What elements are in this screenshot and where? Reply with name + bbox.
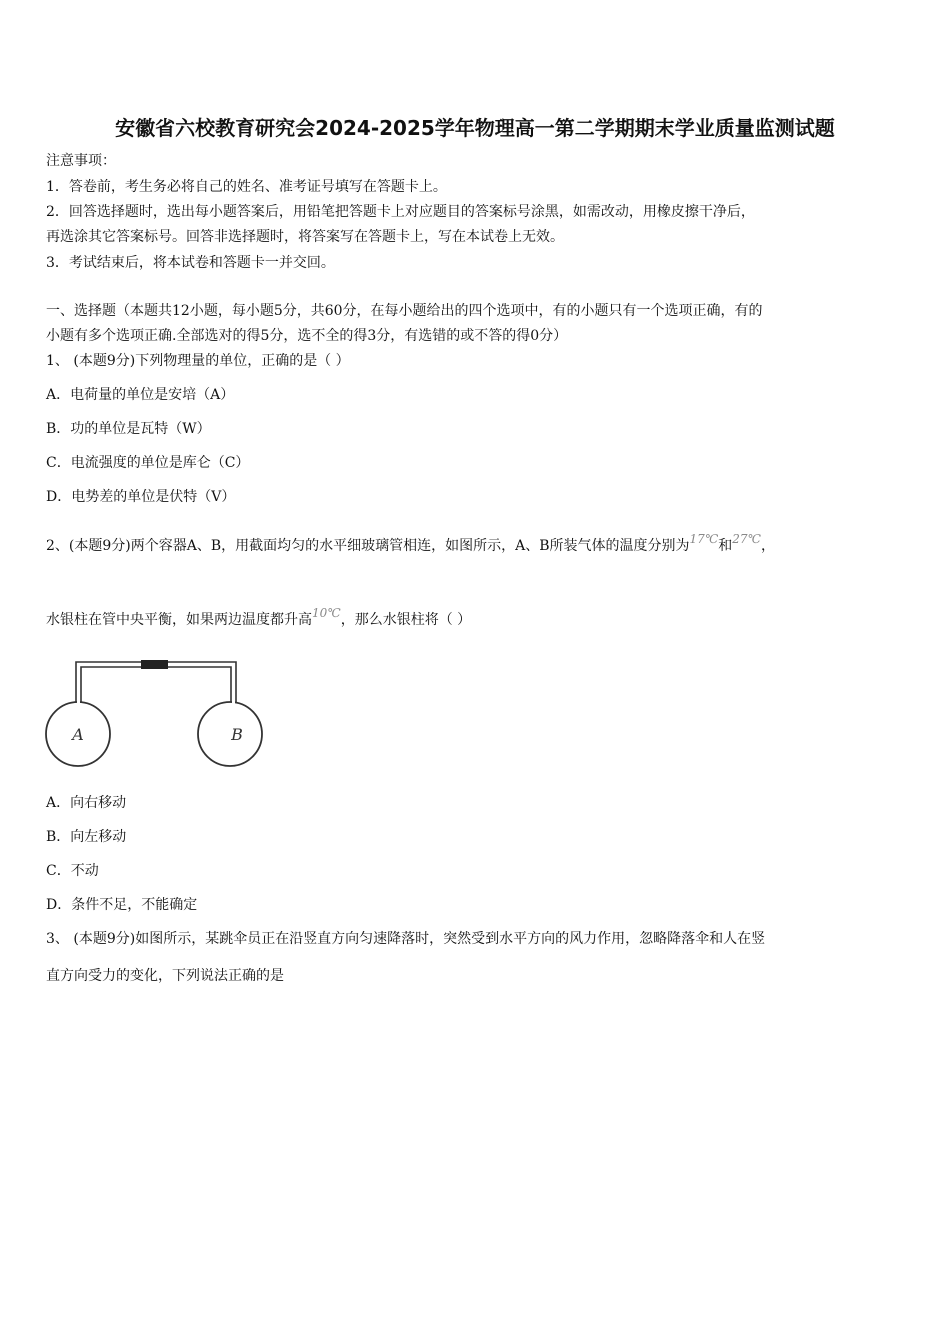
temperature-b: 27℃ xyxy=(732,532,761,546)
section-instructions-line2: 小题有多个选项正确.全部选对的得5分，选不全的得3分，有选错的或不答的得0分） xyxy=(46,328,568,344)
question-3-stem-line1: 3、 (本题9分)如图所示，某跳伞员正在沿竖直方向匀速降落时，突然受到水平方向的风力作用，忽略降落伞和人在竖 xyxy=(46,931,766,947)
question-2-stem-text-2: 水银柱在管中央平衡，如果两边温度都升高 xyxy=(46,612,312,628)
question-1-option-b: B．功的单位是瓦特（W） xyxy=(46,421,211,437)
question-3-stem-line2: 直方向受力的变化，下列说法正确的是 xyxy=(46,968,284,984)
section-instructions-line1: 一、选择题（本题共12小题，每小题5分，共60分，在每小题给出的四个选项中，有的小题只有一个选项正确，有的 xyxy=(46,303,763,319)
notes-item: 3．考试结束后，将本试卷和答题卡一并交回。 xyxy=(46,255,335,271)
question-2-option-a: A．向右移动 xyxy=(46,795,127,811)
notes-item: 1．答卷前，考生务必将自己的姓名、准考证号填写在答题卡上。 xyxy=(46,179,447,195)
notes-item: 2．回答选择题时，选出每小题答案后，用铅笔把答题卡上对应题目的答案标号涂黑，如需改动，用橡皮擦干净后， xyxy=(46,204,755,220)
question-1-option-d: D．电势差的单位是伏特（V） xyxy=(46,489,236,505)
notes-item: 再选涂其它答案标号。回答非选择题时，将答案写在答题卡上，写在本试卷上无效。 xyxy=(46,229,564,245)
question-2-stem-text-3: ，那么水银柱将（ ） xyxy=(340,612,472,628)
question-2-option-b: B．向左移动 xyxy=(46,829,127,845)
question-2-stem-line1 xyxy=(46,532,775,556)
question-1-stem: 1、 (本题9分)下列物理量的单位，正确的是（ ） xyxy=(46,353,350,369)
page-title: 安徽省六校教育研究会2024-2025学年物理高一第二学期期末学业质量监测试题 xyxy=(115,116,835,140)
container-diagram xyxy=(40,652,270,777)
mercury-column xyxy=(141,660,168,669)
question-2-stem-text: 2、(本题9分)两个容器A、B，用截面均匀的水平细玻璃管相连，如图所示，A、B所装气体的温度分别为 xyxy=(46,538,690,554)
notes-heading: 注意事项： xyxy=(46,153,116,169)
tube-inner xyxy=(81,667,231,704)
label-a: A xyxy=(72,725,84,744)
question-2-option-c: C．不动 xyxy=(46,863,99,879)
question-1-option-c: C．电流强度的单位是库仑（C） xyxy=(46,455,250,471)
conjunction: 和 xyxy=(718,538,733,554)
temperature-a: 17℃ xyxy=(689,532,719,546)
label-b: B xyxy=(231,725,243,744)
question-2-stem-line2 xyxy=(46,606,472,630)
temperature-rise: 10℃ xyxy=(312,606,341,620)
comma: ， xyxy=(760,538,775,554)
question-2-option-d: D．条件不足，不能确定 xyxy=(46,897,198,913)
container-b xyxy=(198,702,262,766)
question-1-option-a: A．电荷量的单位是安培（A） xyxy=(46,387,235,403)
